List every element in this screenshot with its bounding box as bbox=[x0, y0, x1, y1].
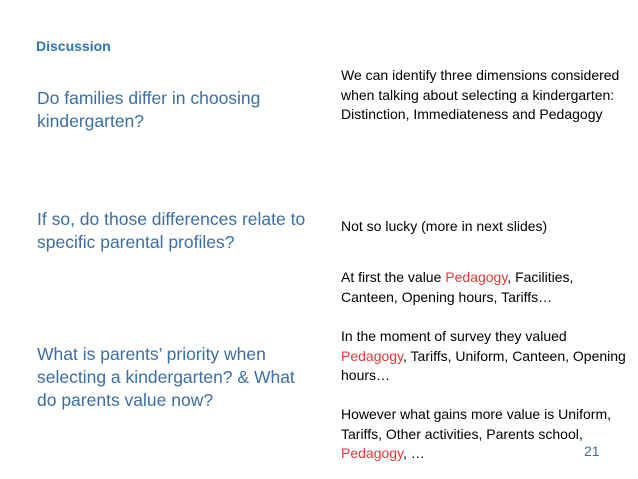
answer-moment-of-survey bbox=[341, 327, 631, 386]
highlight-pedagogy: Pedagogy bbox=[341, 347, 404, 364]
highlight-pedagogy: Pedagogy bbox=[341, 445, 404, 461]
answer-moment-of-survey-post: , Tariffs, Uniform, Canteen, Opening hours… bbox=[341, 347, 626, 383]
answer-gains-more-value-post: , … bbox=[403, 445, 425, 461]
answer-at-first bbox=[341, 268, 631, 307]
slide-title: Discussion bbox=[36, 38, 111, 54]
question-parents-priority: What is parents’ priority when selecting a kindergarten? & What do parents value now? bbox=[37, 344, 295, 410]
answer-three-dimensions: We can identify three dimensions considered when talking about selecting a kindergarten: Distinction, Immediateness and Pedagogy bbox=[341, 67, 620, 122]
question-parental-profiles: If so, do those differences relate to specific parental profiles? bbox=[37, 209, 306, 252]
answer-at-first-post: , Facilities, Canteen, Opening hours, Tariffs… bbox=[341, 269, 574, 305]
question-families-differ: Do families differ in choosing kindergarten? bbox=[37, 88, 261, 131]
answer-moment-of-survey-pre: In the moment of survey they valued bbox=[341, 328, 567, 344]
answer-at-first-pre: At first the value bbox=[341, 269, 446, 285]
page-number: 21 bbox=[584, 443, 600, 459]
answer-gains-more-value-pre: However what gains more value is Uniform, Tariffs, Other activities, Parents school, bbox=[341, 406, 611, 442]
highlight-pedagogy: Pedagogy bbox=[445, 269, 508, 285]
answer-not-so-lucky: Not so lucky (more in next slides) bbox=[341, 218, 548, 234]
